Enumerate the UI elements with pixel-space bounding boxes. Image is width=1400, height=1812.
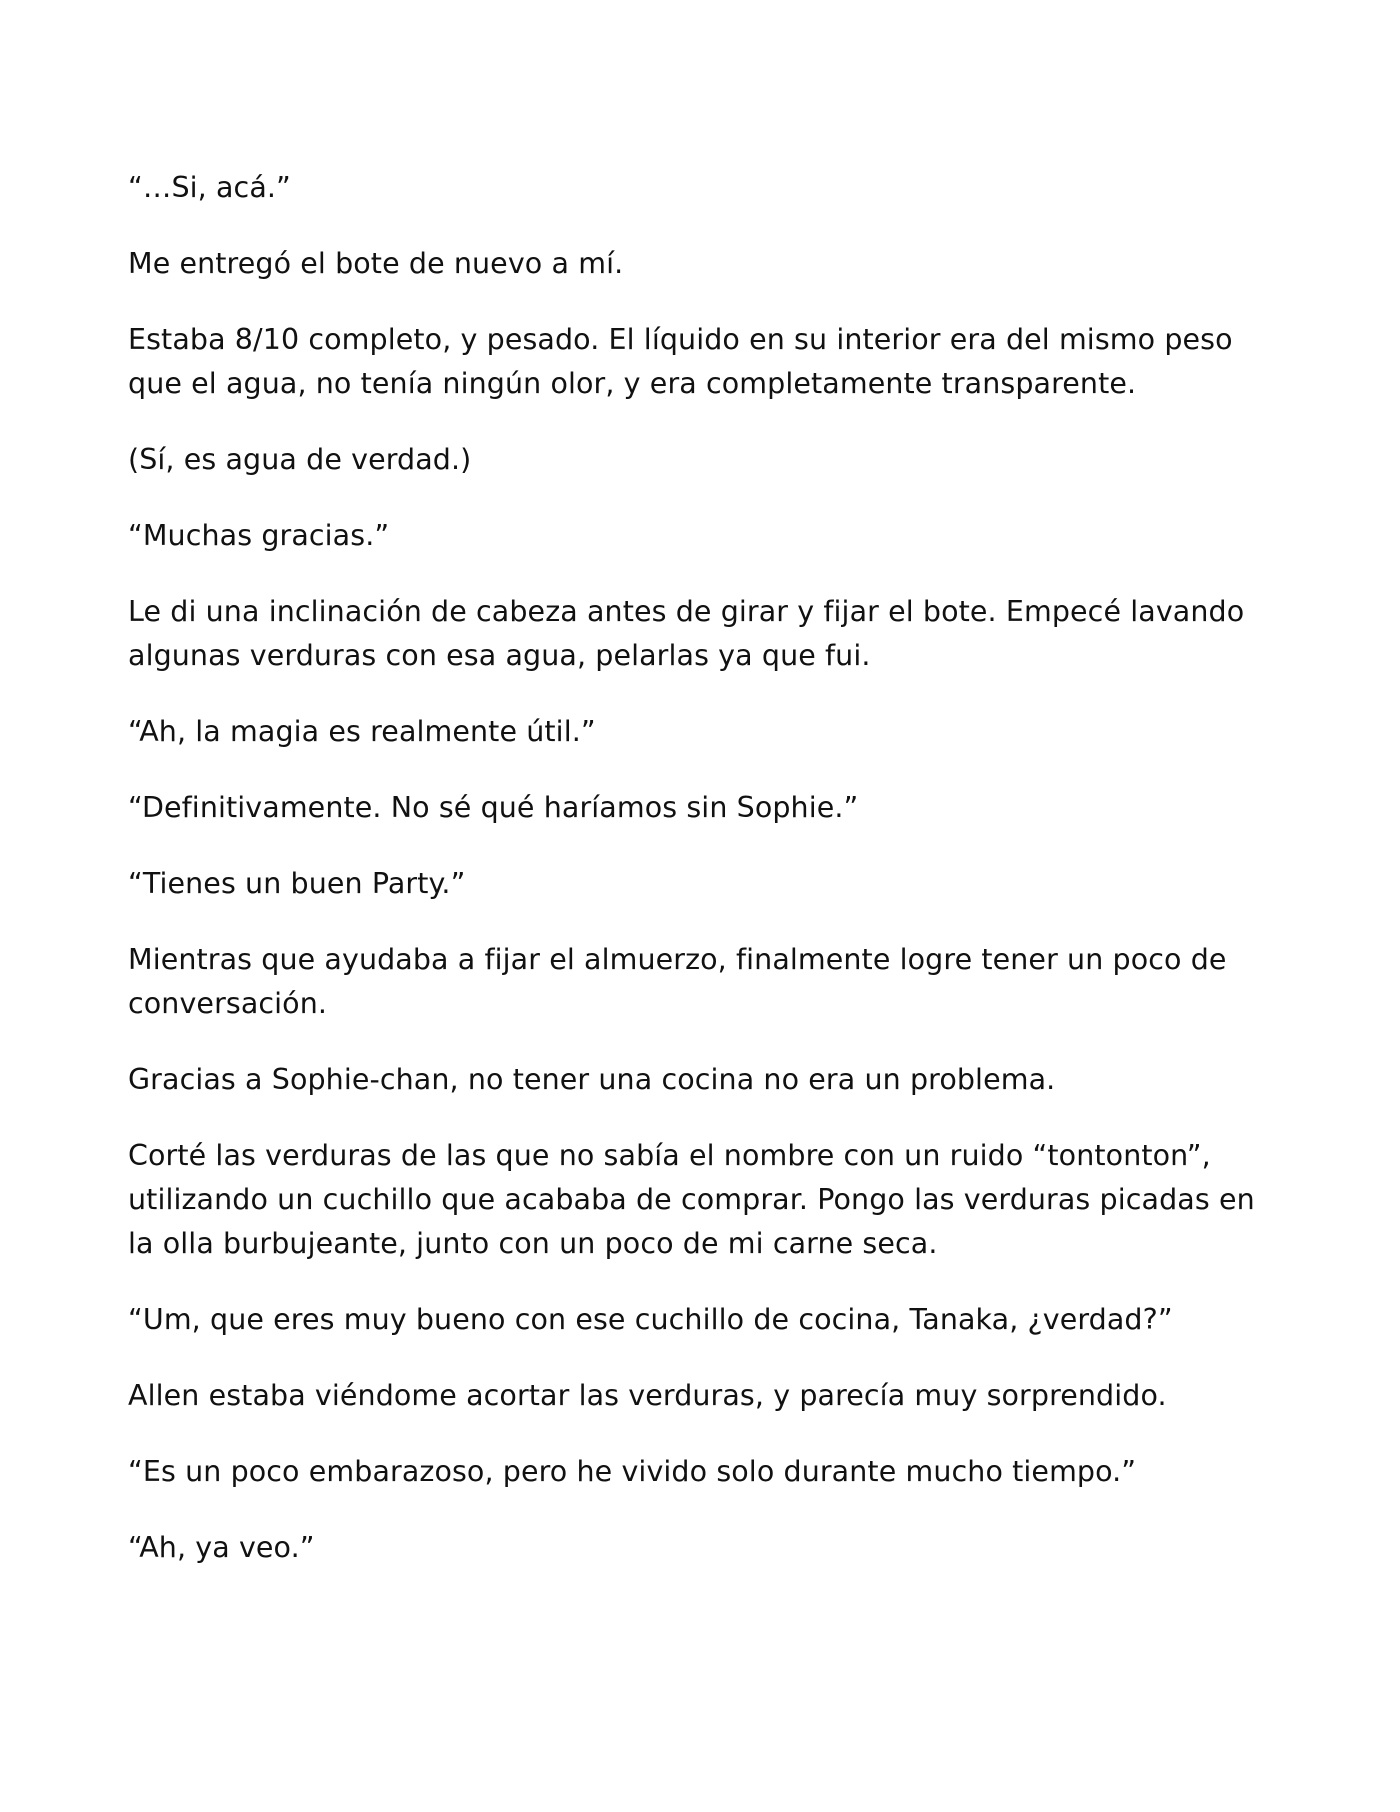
paragraph: “Muchas gracias.” — [128, 519, 390, 552]
paragraph: “Tienes un buen Party.” — [128, 867, 466, 900]
paragraph: “Ah, la magia es realmente útil.” — [128, 715, 596, 748]
paragraph: Allen estaba viéndome acortar las verduras, y parecía muy sorprendido. — [128, 1379, 1167, 1412]
paragraph: Me entregó el bote de nuevo a mí. — [128, 247, 624, 280]
paragraph: “Es un poco embarazoso, pero he vivido solo durante mucho tiempo.” — [128, 1455, 1137, 1488]
paragraph: “Definitivamente. No sé qué haríamos sin Sophie.” — [128, 791, 859, 824]
paragraph: Estaba 8/10 completo, y pesado. El líquido en su interior era del mismo peso que el agua, no tenía ningún olor, y era completamente transparente. — [128, 323, 1233, 400]
paragraph: “Um, que eres muy bueno con ese cuchillo de cocina, Tanaka, ¿verdad?” — [128, 1303, 1173, 1336]
paragraph: Gracias a Sophie-chan, no tener una cocina no era un problema. — [128, 1063, 1056, 1096]
paragraph: (Sí, es agua de verdad.) — [128, 443, 472, 476]
document-body — [128, 166, 1278, 1602]
paragraph: “…Si, acá.” — [128, 171, 291, 204]
paragraph: “Ah, ya veo.” — [128, 1531, 315, 1564]
paragraph: Le di una inclinación de cabeza antes de girar y fijar el bote. Empecé lavando algunas verduras con esa agua, pelarlas ya que fui. — [128, 595, 1245, 672]
paragraph: Mientras que ayudaba a fijar el almuerzo, finalmente logre tener un poco de conversación. — [128, 943, 1227, 1020]
paragraph: Corté las verduras de las que no sabía el nombre con un ruido “tontonton”, utilizando un cuchillo que acababa de comprar. Pongo las verduras picadas en la olla burbujeante, junto con un poco de mi carne seca. — [128, 1139, 1255, 1260]
